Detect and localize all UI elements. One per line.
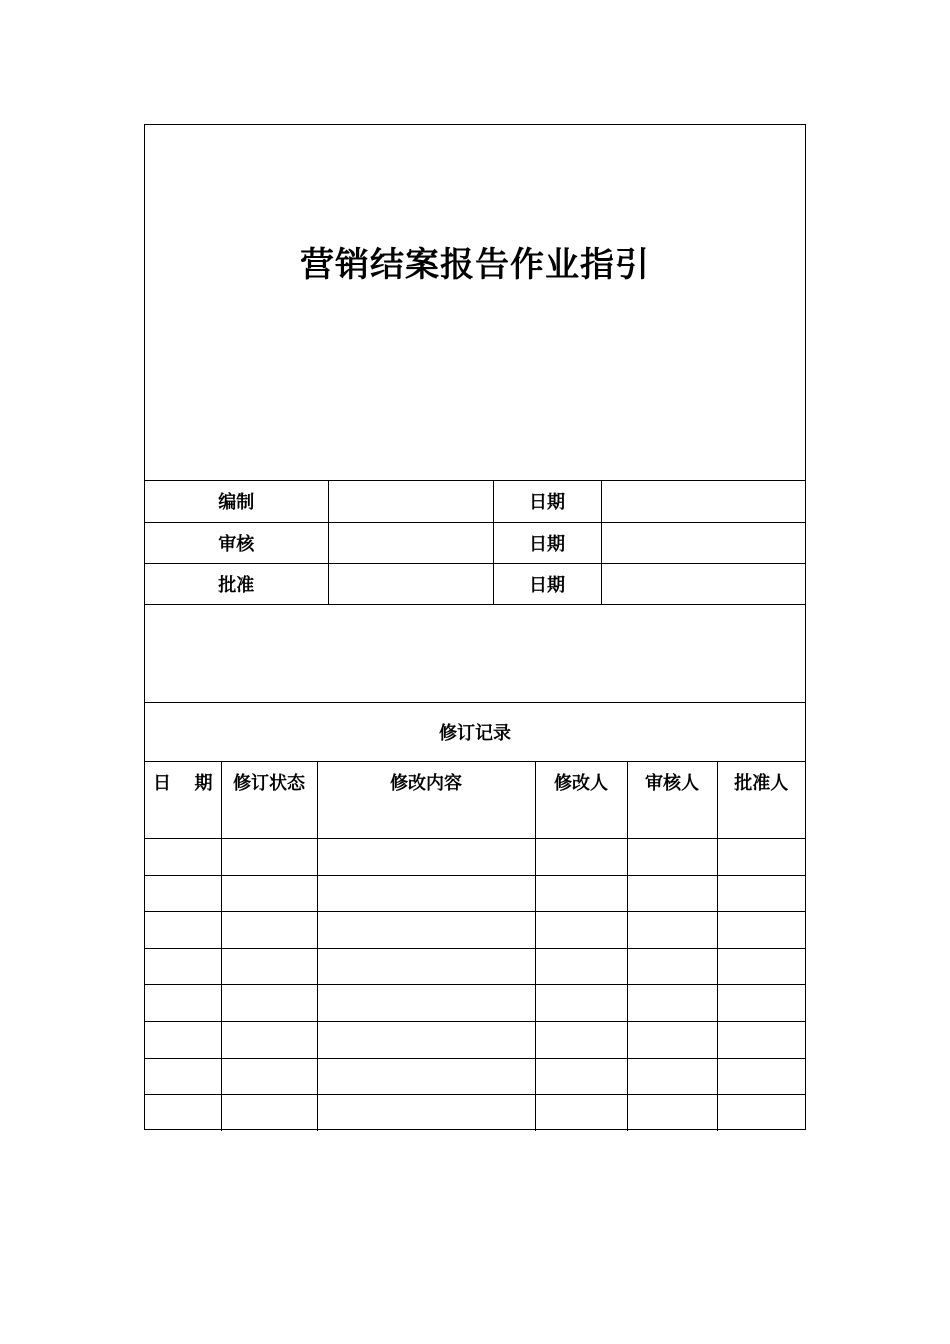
date-cell[interactable] bbox=[145, 1095, 221, 1132]
modifier-cell[interactable] bbox=[535, 839, 627, 876]
content-cell[interactable] bbox=[317, 912, 535, 949]
approval-label: 编制 bbox=[145, 481, 328, 522]
approval-signature-cell[interactable] bbox=[328, 481, 493, 522]
header-content: 修改内容 bbox=[317, 762, 535, 802]
content-cell[interactable] bbox=[317, 839, 535, 876]
modifier-cell[interactable] bbox=[535, 802, 627, 839]
date-cell[interactable] bbox=[145, 875, 221, 912]
modifier-cell[interactable] bbox=[535, 1095, 627, 1132]
revision-table bbox=[145, 762, 805, 1131]
table-row bbox=[145, 1095, 805, 1132]
status-cell[interactable] bbox=[221, 1058, 317, 1095]
table-row bbox=[145, 1022, 805, 1059]
title-area bbox=[145, 125, 805, 481]
status-cell[interactable] bbox=[221, 875, 317, 912]
approval-table bbox=[145, 481, 805, 605]
status-cell[interactable] bbox=[221, 948, 317, 985]
approval-date-cell[interactable] bbox=[601, 481, 805, 522]
date-cell[interactable] bbox=[145, 1022, 221, 1059]
modifier-cell[interactable] bbox=[535, 1058, 627, 1095]
date-cell[interactable] bbox=[145, 912, 221, 949]
revision-title: 修订记录 bbox=[145, 703, 805, 762]
document-frame bbox=[144, 124, 806, 1130]
modifier-cell[interactable] bbox=[535, 985, 627, 1022]
status-cell[interactable] bbox=[221, 912, 317, 949]
approval-signature-cell[interactable] bbox=[328, 522, 493, 563]
table-row bbox=[145, 912, 805, 949]
approval-signature-cell[interactable] bbox=[328, 563, 493, 604]
content-cell[interactable] bbox=[317, 875, 535, 912]
revision-header-row bbox=[145, 762, 805, 802]
reviewer-cell[interactable] bbox=[627, 1095, 717, 1132]
approver-cell[interactable] bbox=[717, 875, 805, 912]
header-date: 日 期 bbox=[145, 762, 221, 802]
blank-area bbox=[145, 604, 805, 703]
table-row bbox=[145, 985, 805, 1022]
status-cell[interactable] bbox=[221, 1022, 317, 1059]
approval-date-cell[interactable] bbox=[601, 563, 805, 604]
header-approver: 批准人 bbox=[717, 762, 805, 802]
modifier-cell[interactable] bbox=[535, 948, 627, 985]
table-row bbox=[145, 839, 805, 876]
modifier-cell[interactable] bbox=[535, 875, 627, 912]
page-title: 营销结案报告作业指引 bbox=[300, 245, 650, 285]
reviewer-cell[interactable] bbox=[627, 875, 717, 912]
header-reviewer: 审核人 bbox=[627, 762, 717, 802]
approval-label: 审核 bbox=[145, 522, 328, 563]
content-cell[interactable] bbox=[317, 1022, 535, 1059]
reviewer-cell[interactable] bbox=[627, 839, 717, 876]
approval-row-prepared bbox=[145, 481, 805, 522]
content-cell[interactable] bbox=[317, 802, 535, 839]
status-cell[interactable] bbox=[221, 839, 317, 876]
reviewer-cell[interactable] bbox=[627, 1022, 717, 1059]
approval-row-reviewed bbox=[145, 522, 805, 563]
date-cell[interactable] bbox=[145, 1058, 221, 1095]
approver-cell[interactable] bbox=[717, 839, 805, 876]
status-cell[interactable] bbox=[221, 802, 317, 839]
modifier-cell[interactable] bbox=[535, 912, 627, 949]
table-row bbox=[145, 1058, 805, 1095]
approval-date-label: 日期 bbox=[493, 481, 601, 522]
header-modifier: 修改人 bbox=[535, 762, 627, 802]
table-row bbox=[145, 875, 805, 912]
modifier-cell[interactable] bbox=[535, 1022, 627, 1059]
approver-cell[interactable] bbox=[717, 948, 805, 985]
approval-date-label: 日期 bbox=[493, 563, 601, 604]
status-cell[interactable] bbox=[221, 1095, 317, 1132]
content-cell[interactable] bbox=[317, 948, 535, 985]
reviewer-cell[interactable] bbox=[627, 802, 717, 839]
date-cell[interactable] bbox=[145, 948, 221, 985]
approval-label: 批准 bbox=[145, 563, 328, 604]
approval-date-label: 日期 bbox=[493, 522, 601, 563]
table-row bbox=[145, 948, 805, 985]
reviewer-cell[interactable] bbox=[627, 912, 717, 949]
approver-cell[interactable] bbox=[717, 802, 805, 839]
content-cell[interactable] bbox=[317, 1095, 535, 1132]
header-status: 修订状态 bbox=[221, 762, 317, 802]
status-cell[interactable] bbox=[221, 985, 317, 1022]
reviewer-cell[interactable] bbox=[627, 948, 717, 985]
date-cell[interactable] bbox=[145, 802, 221, 839]
approver-cell[interactable] bbox=[717, 1095, 805, 1132]
approver-cell[interactable] bbox=[717, 1058, 805, 1095]
approver-cell[interactable] bbox=[717, 1022, 805, 1059]
content-cell[interactable] bbox=[317, 985, 535, 1022]
date-cell[interactable] bbox=[145, 839, 221, 876]
approval-row-approved bbox=[145, 563, 805, 604]
reviewer-cell[interactable] bbox=[627, 1058, 717, 1095]
approver-cell[interactable] bbox=[717, 912, 805, 949]
date-cell[interactable] bbox=[145, 985, 221, 1022]
reviewer-cell[interactable] bbox=[627, 985, 717, 1022]
table-row bbox=[145, 802, 805, 839]
approval-date-cell[interactable] bbox=[601, 522, 805, 563]
approver-cell[interactable] bbox=[717, 985, 805, 1022]
content-cell[interactable] bbox=[317, 1058, 535, 1095]
